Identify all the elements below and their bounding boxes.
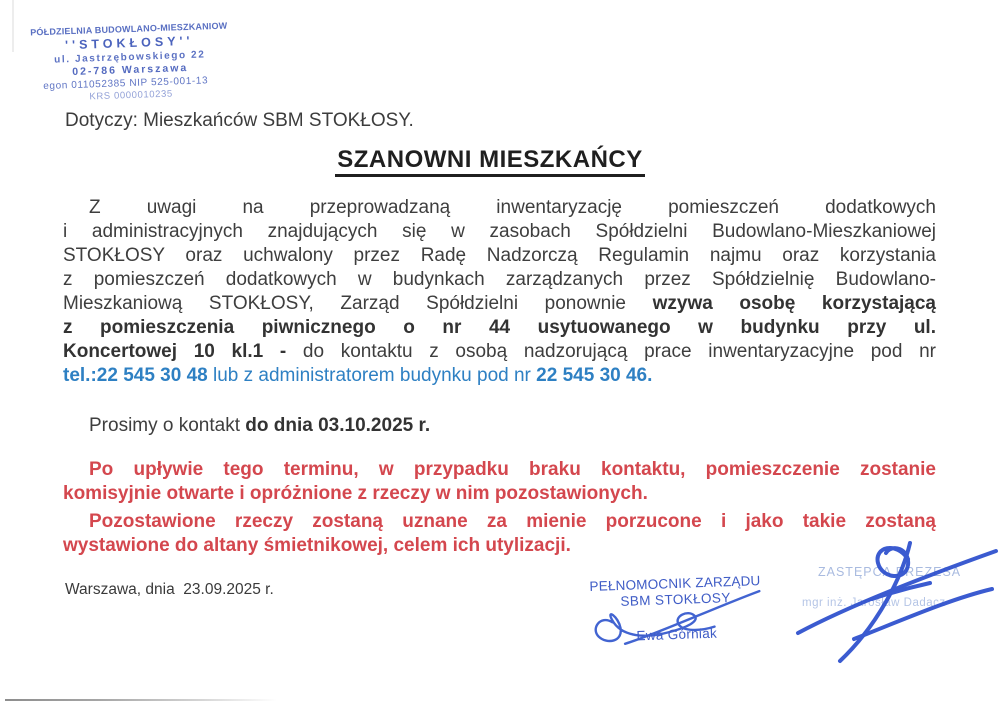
scan-artifact-line	[5, 699, 277, 701]
text-segment: 22 545 30 46.	[536, 365, 653, 386]
text-segment: Prosimy o kontakt	[89, 415, 246, 436]
text-line	[63, 292, 936, 316]
place-date-line: Warszawa, dnia 23.09.2025 r.	[65, 581, 274, 598]
text-segment: i administracyjnych znajdujących się w zasobach Spółdzielni Budowlano-Mieszkaniowej	[63, 221, 936, 242]
subject-line: Dotyczy: Mieszkańców SBM STOKŁOSY.	[65, 110, 414, 131]
text-line	[63, 364, 936, 388]
signature-right-title: ZASTĘPCA PREZESA	[818, 565, 962, 579]
text-segment: z pomieszczenia piwnicznego o nr 44 usytuowanego w budynku przy ul.	[63, 317, 936, 338]
signature-block-vice-president	[790, 537, 1000, 667]
paragraph-contact	[63, 414, 936, 438]
signature-title-line2: SBM STOKŁOSY	[620, 590, 731, 609]
text-segment: Mieszkaniową STOKŁOSY, Zarząd Spółdzielni ponownie	[63, 293, 653, 314]
paragraph-warning-1	[63, 458, 936, 506]
text-segment: Po upływie tego terminu, w przypadku braku kontaktu, pomieszczenie zostanie	[89, 459, 936, 480]
signature-title-line1: PEŁNOMOCNIK ZARZĄDU	[589, 573, 761, 594]
stamp-regon-nip: egon 011052385 NIP 525-001-13	[43, 74, 209, 92]
stamp-krs: KRS 0000010235	[89, 88, 174, 103]
text-line	[63, 482, 936, 506]
stamp-city: 02-786 Warszawa	[72, 62, 189, 79]
text-line	[63, 340, 936, 364]
text-segment: Koncertowej 10 kl.1 -	[63, 341, 303, 362]
text-line	[63, 316, 936, 340]
stamp-company-name: PÓŁDZIELNIA BUDOWLANO-MIESZKANIOW	[30, 20, 228, 38]
text-line	[63, 458, 936, 482]
text-segment: do kontaktu z osobą nadzorującą prace inwentaryzacyjne pod nr	[302, 341, 936, 362]
signature-name: Ewa Górniak	[636, 625, 718, 644]
paragraph-main	[63, 196, 936, 388]
text-segment: z pomieszczeń dodatkowych w budynkach zarządzanych przez Spółdzielnię Budowlano-	[63, 269, 936, 290]
text-line	[63, 268, 936, 292]
text-segment: lub z administratorem budynku pod nr	[207, 365, 537, 386]
letter-heading: SZANOWNI MIESZKAŃCY	[335, 146, 645, 177]
text-line	[63, 244, 936, 268]
text-segment: komisyjnie otwarte i opróżnione z rzeczy w nim pozostawionych.	[63, 483, 648, 504]
text-segment: tel.:22 545 30 48	[63, 365, 208, 386]
handwritten-signature-vice-president	[790, 537, 1000, 667]
text-line	[63, 510, 936, 534]
stamp-brand-name: ''STOKŁOSY''	[64, 34, 194, 53]
signature-right-name: mgr inż. Jarosław Dadacz	[802, 597, 946, 609]
text-segment: wystawione do altany śmietnikowej, celem ich utylizacji.	[63, 535, 571, 556]
body-paragraphs	[63, 196, 936, 558]
text-line	[63, 414, 936, 438]
scan-artifact-edge	[12, 0, 14, 52]
text-segment: Pozostawione rzeczy zostaną uznane za mienie porzucone i jako takie zostaną	[89, 511, 936, 532]
letter-heading-wrap	[0, 146, 980, 174]
text-segment: STOKŁOSY oraz uchwalony przez Radę Nadzorczą Regulamin najmu oraz korzystania	[63, 245, 936, 266]
text-segment: do dnia 03.10.2025 r.	[245, 415, 431, 436]
text-segment: wzywa osobę korzystającą	[652, 293, 937, 314]
company-stamp	[17, 20, 244, 106]
stamp-street: ul. Jastrzębowskiego 22	[54, 49, 206, 66]
signature-block-proxy	[577, 573, 775, 652]
text-line	[63, 220, 936, 244]
text-line	[63, 196, 936, 220]
text-segment: Z uwagi na przeprowadzaną inwentaryzację pomieszczeń dodatkowych	[89, 197, 936, 218]
